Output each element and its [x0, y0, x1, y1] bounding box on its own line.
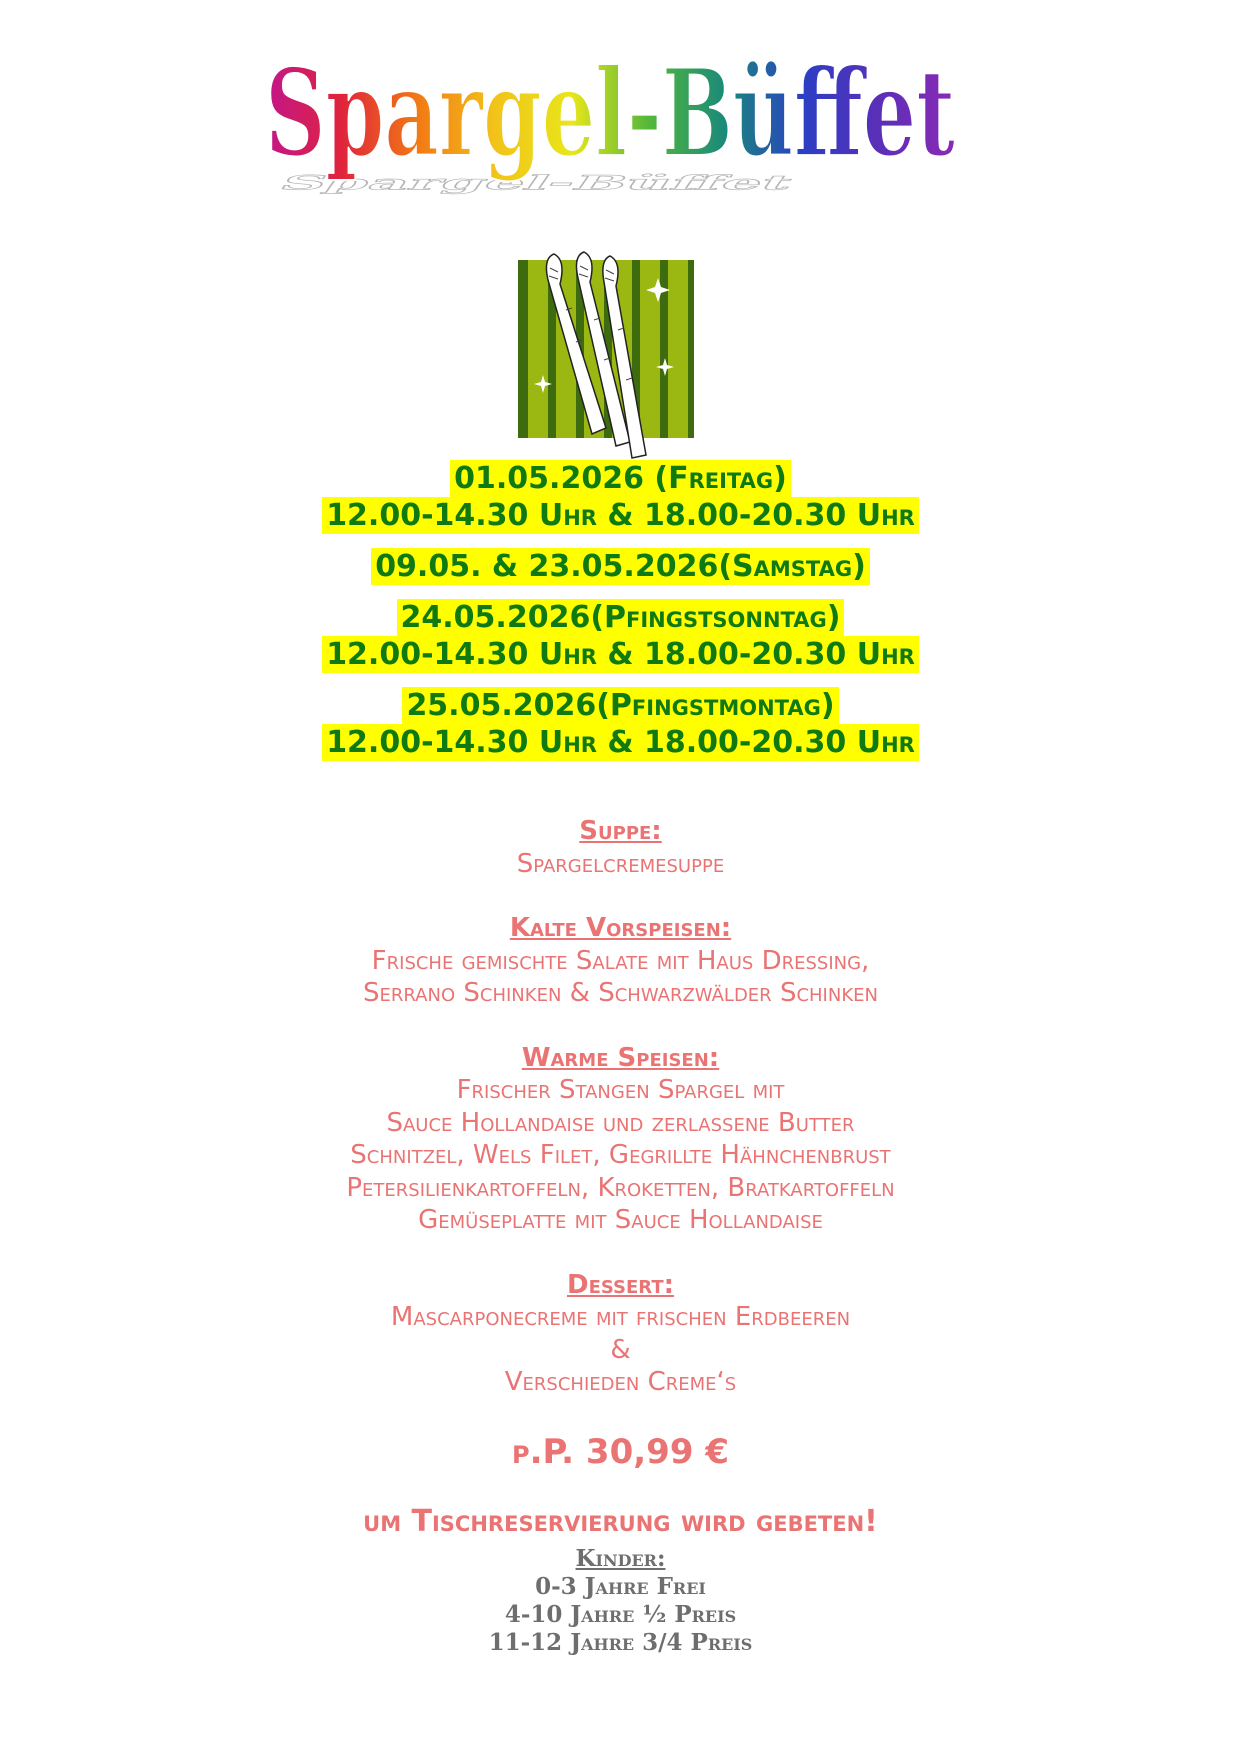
menu-item: Sauce Hollandaise und zerlassene Butter	[386, 1107, 855, 1138]
menu-section-warm	[0, 1042, 1241, 1237]
kids-pricing	[0, 1545, 1241, 1657]
reservation-note: um Tischreservierung wird gebeten!	[363, 1503, 878, 1539]
section-heading: Dessert:	[566, 1269, 675, 1300]
menu-section-soup	[0, 815, 1241, 880]
menu-item: Verschieden Creme‘s	[504, 1367, 737, 1397]
title-shadow: Spargel-Büffet	[273, 171, 800, 195]
menu-item: Frische gemischte Salate mit Haus Dressing,	[371, 945, 870, 976]
menu	[0, 815, 1241, 1541]
menu-item: &	[610, 1334, 631, 1365]
menu-section-dessert	[0, 1269, 1241, 1399]
time-line: 12.00-14.30 Uhr & 18.00-20.30 Uhr	[322, 497, 919, 534]
section-heading: Warme Speisen:	[521, 1042, 720, 1073]
title-wordart	[200, 40, 1020, 240]
menu-item: Mascarponecreme mit frischen Erdbeeren	[390, 1302, 851, 1332]
menu-item: Serrano Schinken & Schwarzwälder Schinken	[363, 978, 878, 1008]
kids-item: 0-3 Jahre Frei	[535, 1573, 706, 1600]
date-block-3	[0, 599, 1241, 673]
section-heading: Kalte Vorspeisen:	[509, 913, 732, 943]
time-line: 12.00-14.30 Uhr & 18.00-20.30 Uhr	[322, 724, 919, 761]
date-line: 01.05.2026 (Freitag)	[450, 460, 791, 497]
page-title: Spargel-Büffet	[265, 43, 955, 184]
date-block-1	[0, 460, 1241, 534]
menu-section-cold	[0, 912, 1241, 1010]
kids-item: 4-10 Jahre ½ Preis	[504, 1601, 737, 1628]
date-line: 25.05.2026(Pfingstmontag)	[402, 687, 838, 724]
menu-item: Gemüseplatte mit Sauce Hollandaise	[418, 1205, 823, 1235]
menu-item: Schnitzel, Wels Filet, Gegrillte Hähnchenbrust	[350, 1140, 891, 1170]
time-line: 12.00-14.30 Uhr & 18.00-20.30 Uhr	[322, 636, 919, 673]
menu-item: Petersilienkartoffeln, Kroketten, Bratkartoffeln	[346, 1172, 895, 1203]
date-block-2	[0, 548, 1241, 585]
menu-item: Spargelcremesuppe	[516, 848, 725, 879]
date-line: 24.05.2026(Pfingstsonntag)	[397, 599, 845, 636]
date-list	[0, 460, 1241, 775]
kids-item: 11-12 Jahre 3/4 Preis	[488, 1629, 753, 1656]
menu-item: Frischer Stangen Spargel mit	[456, 1075, 785, 1105]
section-heading: Suppe:	[579, 816, 662, 846]
date-block-4	[0, 687, 1241, 761]
price: p.P. 30,99 €	[512, 1431, 729, 1472]
asparagus-icon	[518, 250, 718, 470]
date-line: 09.05. & 23.05.2026(Samstag)	[371, 548, 870, 585]
kids-heading: Kinder:	[575, 1545, 666, 1572]
